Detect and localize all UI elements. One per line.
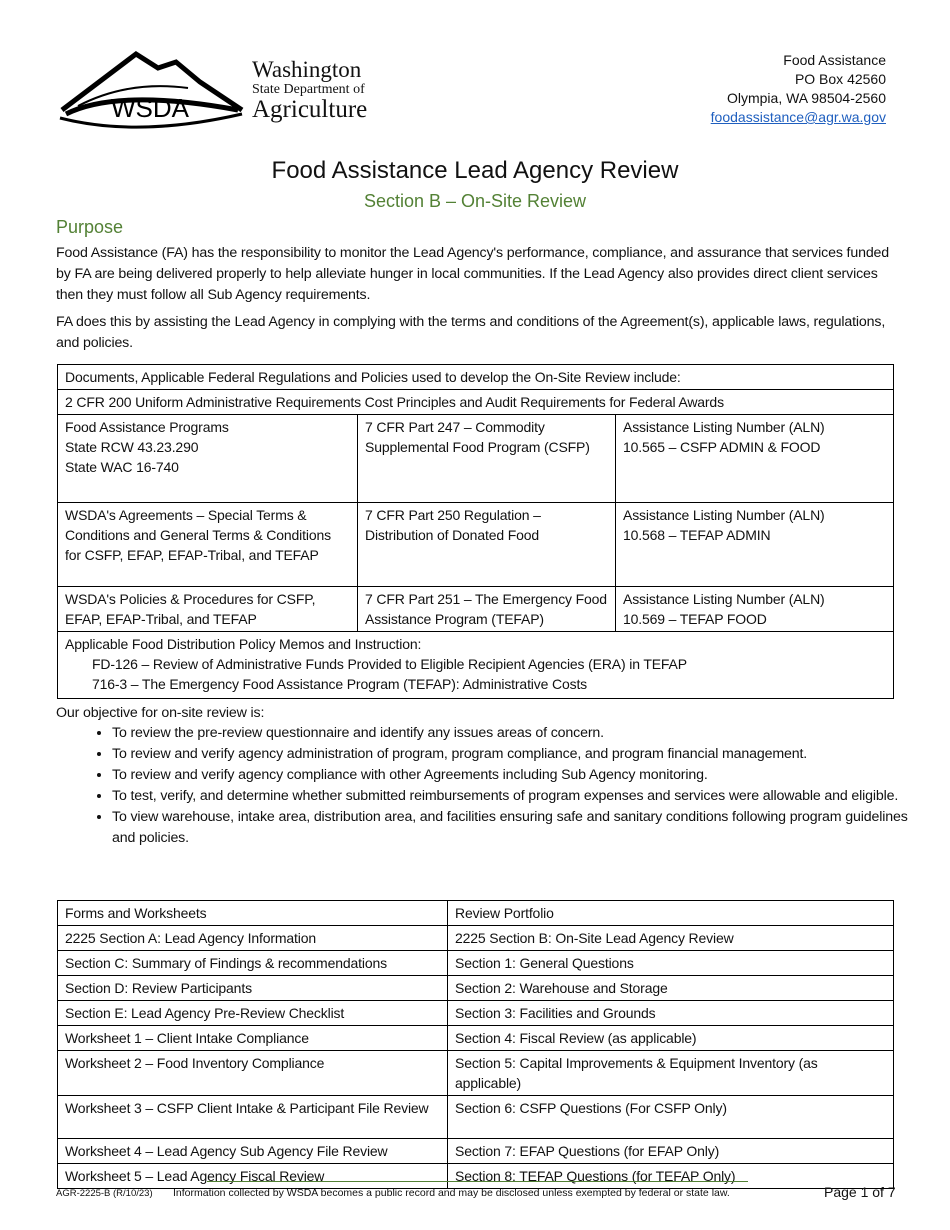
table-row [58, 926, 894, 951]
table-cell: WSDA's Policies & Procedures for CSFP, EFAP, EFAP-Tribal, and TEFAP [58, 587, 358, 632]
table-cell: Worksheet 1 – Client Intake Compliance [58, 1026, 448, 1051]
purpose-heading: Purpose [56, 217, 124, 237]
table-cell: Section 1: General Questions [448, 951, 894, 976]
address-city: Olympia, WA 98504-2560 [726, 90, 886, 106]
svg-text:WSDA: WSDA [111, 93, 189, 123]
table-row [58, 415, 894, 503]
table-row [58, 1026, 894, 1051]
column-header: Forms and Worksheets [58, 901, 448, 926]
table-cell: Section C: Summary of Findings & recommendations [58, 951, 448, 976]
table-row [58, 503, 894, 587]
email-link[interactable]: foodassistance@agr.wa.gov [710, 109, 886, 125]
logo-state-dept: State Department of [252, 82, 365, 97]
table-cell: Section 4: Fiscal Review (as applicable) [448, 1026, 894, 1051]
table-cell: Section 7: EFAP Questions (for EFAP Only) [448, 1139, 894, 1164]
cfr200-row: 2 CFR 200 Uniform Administrative Requirements Cost Principles and Audit Requirements for Federal Awards [58, 390, 894, 415]
list-item: • To review the pre-review questionnaire and identify any issues areas of concern. [112, 723, 912, 744]
table-cell: Section E: Lead Agency Pre-Review Checklist [58, 1001, 448, 1026]
table-cell: Section 2: Warehouse and Storage [448, 976, 894, 1001]
memo-item: 716-3 – The Emergency Food Assistance Program (TEFAP): Administrative Costs [92, 676, 588, 692]
address-po-box: PO Box 42560 [794, 71, 886, 87]
list-item: • To review and verify agency compliance with other Agreements including Sub Agency monitoring. [112, 765, 912, 786]
column-header: Review Portfolio [448, 901, 894, 926]
logo-agriculture: Agriculture [252, 96, 368, 123]
memo-item: FD-126 – Review of Administrative Funds Provided to Eligible Recipient Agencies (ERA) in TEFAP [92, 656, 687, 672]
table-cell: WSDA's Agreements – Special Terms & Conditions and General Terms & Conditions for CSFP, EFAP, EFAP-Tribal, and TEFAP [58, 503, 358, 587]
purpose-paragraph-2: FA does this by assisting the Lead Agency in complying with the terms and conditions of the Agreement(s), applicable laws, regulations, and policies. [56, 314, 886, 351]
list-item: • To test, verify, and determine whether submitted reimbursements of program expenses and services were allowable and eligible. [112, 786, 912, 807]
table-row [58, 1001, 894, 1026]
table-row [58, 976, 894, 1001]
address-name: Food Assistance [783, 52, 886, 68]
forms-table [57, 900, 894, 1189]
table-cell: Section 8: TEFAP Questions (for TEFAP Only) [448, 1164, 894, 1189]
footer-divider [207, 1181, 748, 1182]
table-cell: Worksheet 3 – CSFP Client Intake & Participant File Review [58, 1096, 448, 1139]
address-block [711, 51, 886, 127]
page-title: Food Assistance Lead Agency Review [271, 157, 679, 184]
table-row [58, 587, 894, 632]
table-cell: Worksheet 4 – Lead Agency Sub Agency File Review [58, 1139, 448, 1164]
page-subtitle: Section B – On-Site Review [363, 191, 587, 211]
table-cell: Section 6: CSFP Questions (For CSFP Only) [448, 1096, 894, 1139]
purpose-paragraph-1: Food Assistance (FA) has the responsibility to monitor the Lead Agency's performance, compliance, and assurance that services funded by FA are being delivered properly to help alleviate hunger in local communities. If the Lead Agency also provides direct client services then they must follow all Sub Agency requirements. [56, 245, 890, 303]
objectives-list [56, 723, 912, 849]
table-cell: Assistance Listing Number (ALN) 10.565 – CSFP ADMIN & FOOD [616, 415, 894, 503]
documents-table-header: Documents, Applicable Federal Regulations and Policies used to develop the On-Site Review include: [58, 365, 894, 390]
wsda-logo [58, 48, 378, 132]
memos-cell [58, 632, 894, 699]
table-row [58, 1164, 894, 1189]
table-row [58, 951, 894, 976]
table-cell: Assistance Listing Number (ALN) 10.569 – TEFAP FOOD [616, 587, 894, 632]
documents-table [57, 364, 894, 699]
table-cell: Worksheet 5 – Lead Agency Fiscal Review [58, 1164, 448, 1189]
table-row [58, 1051, 894, 1096]
table-cell: Worksheet 2 – Food Inventory Compliance [58, 1051, 448, 1096]
table-cell: 7 CFR Part 247 – Commodity Supplemental Food Program (CSFP) [358, 415, 616, 503]
page-number: Page 1 of 7 [824, 1184, 896, 1200]
list-item: • To review and verify agency administration of program, program compliance, and program financial management. [112, 744, 912, 765]
objective-intro: Our objective for on-site review is: [56, 705, 265, 721]
footer-notice: Information collected by WSDA becomes a public record and may be disclosed unless exempted by federal or state law. [173, 1187, 730, 1199]
table-cell: Section 3: Facilities and Grounds [448, 1001, 894, 1026]
form-code: AGR-2225-B (R/10/23) [56, 1188, 153, 1199]
table-cell: 7 CFR Part 250 Regulation – Distribution of Donated Food [358, 503, 616, 587]
logo-washington: Washington [252, 57, 362, 82]
table-cell: 2225 Section A: Lead Agency Information [58, 926, 448, 951]
table-cell: 2225 Section B: On-Site Lead Agency Review [448, 926, 894, 951]
table-row [58, 1139, 894, 1164]
table-row [58, 1096, 894, 1139]
table-cell: 7 CFR Part 251 – The Emergency Food Assistance Program (TEFAP) [358, 587, 616, 632]
mountain-logo-icon [58, 48, 248, 132]
table-cell: Food Assistance Programs State RCW 43.23.290 State WAC 16-740 [58, 415, 358, 503]
table-cell: Section 5: Capital Improvements & Equipment Inventory (as applicable) [448, 1051, 894, 1096]
table-cell: Section D: Review Participants [58, 976, 448, 1001]
list-item: • To view warehouse, intake area, distribution area, and facilities ensuring safe and sanitary conditions following program guidelines and policies. [112, 807, 912, 849]
table-cell: Assistance Listing Number (ALN) 10.568 – TEFAP ADMIN [616, 503, 894, 587]
memos-heading: Applicable Food Distribution Policy Memos and Instruction: [65, 636, 422, 652]
